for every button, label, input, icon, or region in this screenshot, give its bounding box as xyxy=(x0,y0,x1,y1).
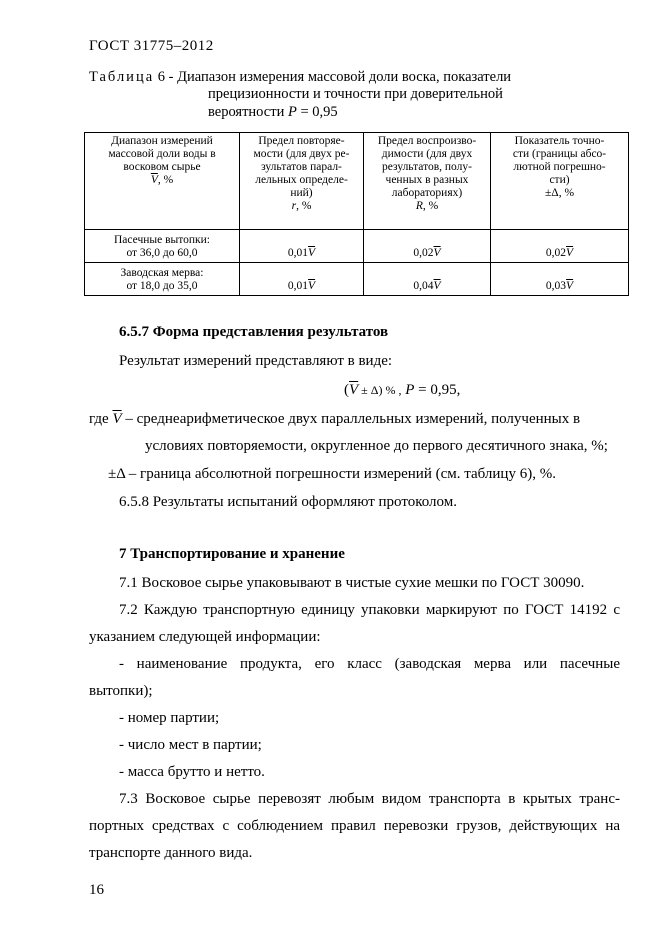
table-caption-line3 xyxy=(208,104,338,121)
header-range xyxy=(85,133,240,230)
cell-delta xyxy=(491,230,629,263)
header-line: Диапазон измерений xyxy=(111,135,213,147)
where-line xyxy=(89,411,580,428)
coef: 0,03 xyxy=(545,280,567,292)
table-6 xyxy=(84,132,629,296)
range-name: Пасечные вытопки: xyxy=(114,234,210,246)
header-accuracy xyxy=(491,133,629,230)
header-line: димости (для двух xyxy=(381,148,473,160)
section-657-intro: Результат измерений представляют в виде: xyxy=(119,353,393,369)
list-item-continuation: вытопки); xyxy=(89,683,153,699)
range-value: от 36,0 до 60,0 xyxy=(126,247,198,259)
para-7-1: 7.1 Восковое сырье упаковывают в чистые сухие мешки по ГОСТ 30090. xyxy=(119,575,585,591)
header-line: зультатов парал- xyxy=(261,161,342,173)
header-line: сти (границы абсо- xyxy=(512,148,607,160)
where-var: $\overline{V}$ xyxy=(112,411,122,427)
para-7-3-line2: портных средствах с соблюдением правил перевозки грузов, действующих на xyxy=(89,818,620,834)
para-7-3-line3: транспорте данного вида. xyxy=(89,845,253,861)
var: $\overline{V}$ xyxy=(433,247,441,259)
header-reproducibility xyxy=(364,133,491,230)
table-header-row xyxy=(85,133,629,230)
cell-R xyxy=(364,263,491,296)
table-caption xyxy=(89,68,511,86)
header-symbol: r xyxy=(291,200,297,212)
header-line: восковом сырье xyxy=(123,161,201,173)
header-line: лютной погрешно- xyxy=(513,161,606,173)
table-caption-title: 6 - Диапазон измерения массовой доли воска, показатели xyxy=(157,69,512,85)
formula-var: $\overline{V}$ xyxy=(349,382,359,398)
header-symbol: R xyxy=(415,200,423,212)
header-line: Предел воспроизво- xyxy=(377,135,477,147)
section-7-heading: 7 Транспортирование и хранение xyxy=(119,546,345,562)
document-code: ГОСТ 31775–2012 xyxy=(89,38,214,54)
cell-range xyxy=(85,230,240,263)
header-unit: , % xyxy=(558,187,575,199)
para-7-2-line2: указанием следующей информации: xyxy=(89,629,321,645)
header-line: результатов, полу- xyxy=(382,161,472,173)
header-line: ний) xyxy=(290,187,313,199)
coef: 0,02 xyxy=(545,247,567,259)
header-unit: , % xyxy=(422,200,439,212)
cell-R xyxy=(364,230,491,263)
header-line: лабораториях) xyxy=(391,187,463,199)
table-row xyxy=(85,230,629,263)
header-symbol: ±Δ xyxy=(544,187,559,199)
caption-var: P xyxy=(287,104,297,120)
result-formula xyxy=(344,382,460,399)
range-value: от 18,0 до 35,0 xyxy=(126,280,198,292)
section-657-heading: 6.5.7 Форма представления результатов xyxy=(119,324,389,340)
cell-delta xyxy=(491,263,629,296)
header-line: Показатель точно- xyxy=(514,135,605,147)
page-number: 16 xyxy=(89,882,104,898)
header-line: лельных определе- xyxy=(255,174,348,186)
header-unit: , % xyxy=(296,200,312,212)
header-symbol: $\overline{V}$ xyxy=(150,174,158,186)
table-caption-line2: прецизионности и точности при доверительной xyxy=(208,86,503,102)
coef: 0,01 xyxy=(287,280,309,292)
list-item: - число мест в партии; xyxy=(119,737,262,753)
section-658: 6.5.8 Результаты испытаний оформляют протоколом. xyxy=(119,494,457,510)
var: $\overline{V}$ xyxy=(566,247,574,259)
list-item: - номер партии; xyxy=(119,710,220,726)
var: $\overline{V}$ xyxy=(308,247,316,259)
var: $\overline{V}$ xyxy=(308,280,316,292)
header-repeatability xyxy=(240,133,364,230)
delta-definition: ±Δ – граница абсолютной погрешности измерений (см. таблицу 6), %. xyxy=(108,466,556,482)
where-continuation: условиях повторяемости, округленное до первого десятичного знака, %; xyxy=(145,438,608,454)
header-line: сти) xyxy=(549,174,570,186)
para-7-3-line1: 7.3 Восковое сырье перевозят любым видом транспорта в крытых транс- xyxy=(119,791,620,807)
table-row xyxy=(85,263,629,296)
cell-range xyxy=(85,263,240,296)
header-line: мости (для двух ре- xyxy=(253,148,350,160)
coef: 0,01 xyxy=(287,247,309,259)
formula-open: ( xyxy=(344,382,349,398)
table-caption-label: Таблица xyxy=(89,69,155,85)
coef: 0,02 xyxy=(413,247,434,259)
var: $\overline{V}$ xyxy=(433,280,441,292)
formula-pm: ± Δ) % , xyxy=(358,383,402,397)
formula-P-value: = 0,95, xyxy=(414,382,461,398)
list-item: - масса брутто и нетто. xyxy=(119,764,265,780)
caption-prefix: вероятности xyxy=(208,104,288,120)
coef: 0,04 xyxy=(413,280,434,292)
para-7-2-line1: 7.2 Каждую транспортную единицу упаковки маркируют по ГОСТ 14192 с xyxy=(119,602,620,618)
where-prefix: где xyxy=(89,411,113,427)
formula-P: P xyxy=(405,382,415,398)
where-text: – среднеарифметическое двух параллельных измерений, полученных в xyxy=(121,411,581,427)
range-name: Заводская мерва: xyxy=(120,267,204,279)
list-item: - наименование продукта, его класс (заводская мерва или пасечные xyxy=(119,656,620,672)
var: $\overline{V}$ xyxy=(566,280,574,292)
header-unit: , % xyxy=(157,174,174,186)
header-line: Предел повторяе- xyxy=(258,135,345,147)
cell-r xyxy=(240,230,364,263)
cell-r xyxy=(240,263,364,296)
header-line: массовой доли воды в xyxy=(108,148,216,160)
caption-suffix: = 0,95 xyxy=(296,104,338,120)
header-line: ченных в разных xyxy=(385,174,469,186)
